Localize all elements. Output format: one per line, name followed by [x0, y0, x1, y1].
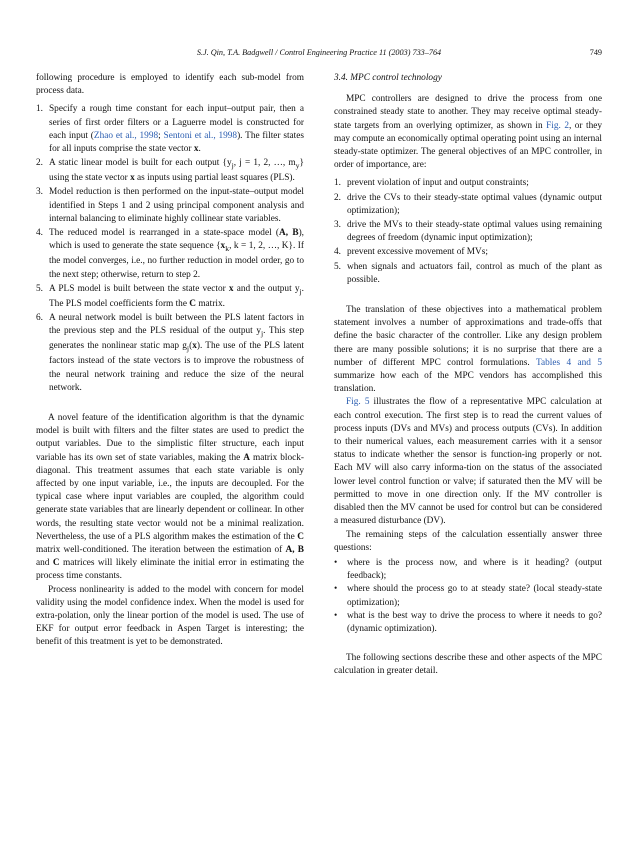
list-item: • where is the process now, and where is it heading? (output feedback); [334, 557, 602, 582]
body-paragraph: Fig. 5 illustrates the flow of a representative MPC calculation at each control execution. The first step is to read the current values of process inputs (DVs and MVs) and process outputs (CVs). In addition to their numerical values, each measurement carries with it a sensor status to indicate whether the sensor is function-ing properly or not. Each MV will also carry informa-tion on the status of the associated lower level control function or valve; if saturated then the MV will be permitted to move in one direction only. If the MV controller is disabled then the MV cannot be used for control but can be considered a measured disturbance (DV). [334, 397, 602, 527]
citation-link[interactable]: Zhao et al., 1998 [93, 130, 159, 141]
right-column [334, 72, 602, 679]
list-item: • what is the best way to drive the process to where it needs to go? (dynamic optimization). [334, 610, 602, 634]
list-item: • where should the process go to at steady state? (local steady-state optimization); [334, 584, 602, 608]
citation-link[interactable]: Sentoni et al., 1998 [163, 130, 238, 141]
list-item: 1. Specify a rough time constant for each input–output pair, then a series of first order filters or a Laguerre model is constructed for each input (Zhao et al., 1998; Sentoni et al., 1998). The filter states for all inputs comprise the state vector x. [36, 104, 304, 155]
intro-text: following procedure is employed to identify each sub-model from process data. [36, 73, 304, 97]
running-head: S.J. Qin, T.A. Badgwell / Control Engineering Practice 11 (2003) 733–764 [196, 48, 442, 57]
figure-link[interactable]: Fig. 2 [546, 120, 569, 131]
bullet-icon: • [334, 557, 338, 568]
list-item: 4. The reduced model is rearranged in a state-space model (A, B), which is used to generate the state sequence {$x_k$, k = 1, 2, …, K}. If the model converges, i.e., no further reduction in model order, go to the next step; otherwise, return to step 2. [36, 228, 304, 280]
list-item: 2. drive the CVs to their steady-state optimal values (dynamic output optimization); [334, 192, 602, 216]
identification-steps-list [36, 103, 304, 395]
body-paragraph: MPC controllers are designed to drive the process from one constrained steady state to another. They may receive optimal steady-state targets from an overlying optimizer, as shown in Fig. 2, or they may compute an economically optimal operating point using an internal steady-state optimizer. The general objectives of an MPC controller, in order of importance, are: [334, 94, 602, 171]
figure-link[interactable]: Fig. 5 [346, 397, 370, 408]
left-column [36, 72, 304, 650]
list-item: 2. A static linear model is built for each output {$y_j$, j = 1, 2, …, $m_y$} using the state vector x as inputs using partial least squares (PLS). [36, 158, 304, 184]
page-header [36, 48, 602, 62]
body-paragraph: The remaining steps of the calculation essentially answer three questions: [334, 529, 602, 553]
body-paragraph: The translation of these objectives into a mathematical problem statement involves a number of approximations and trade-offs that define the basic character of the controller. Like any design problem there are many possible solutions; it is no surprise that there are a number of different MPC control formulations. Tables 4 and 5 summarize how each of the MPC vendors has accomplished this translation. [334, 305, 602, 395]
body-paragraph: Process nonlinearity is added to the model with concern for model validity using the model confidence index. When the model is used for extra-polation, only the linear portion of the model is used. The use of EKF for output error feedback in Aspen Target is interesting; the benefit of this treatment is yet to be demonstrated. [36, 584, 304, 648]
objectives-list [334, 177, 602, 287]
list-item: 1. prevent violation of input and output constraints; [334, 178, 529, 189]
list-item: 3. Model reduction is then performed on the input-state–output model identified in Steps 1 and 2 using principal component analysis and internal balancing to eliminate highly collinear state variables. [36, 187, 304, 224]
table-link[interactable]: Tables 4 and 5 [535, 357, 602, 368]
list-item: 5. when signals and actuators fail, control as much of the plant as possible. [334, 261, 602, 285]
bullet-icon: • [334, 584, 338, 595]
list-item: 5. A PLS model is built between the state vector x and the output $y_j$. The PLS model coefficients form the C matrix. [36, 283, 304, 309]
body-paragraph: The following sections describe these and other aspects of the MPC calculation in greater detail. [334, 653, 602, 677]
list-item: 4. prevent excessive movement of MVs; [334, 247, 488, 258]
questions-list [334, 557, 602, 636]
list-item: 3. drive the MVs to their steady-state optimal values using remaining degrees of freedom (dynamic input optimization); [334, 220, 602, 244]
body-paragraph: A novel feature of the identification algorithm is that the dynamic model is built with filters and the filter states are used to predict the output variables. Due to the simplistic filter structure, each input variable has its own set of state variables, making the A matrix block-diagonal. This treatment assumes that each state variable is only affected by one input variable, i.e., the inputs are decoupled. For the typical case where input variables are coupled, the algorithm could generate state variables that are linearly dependent or collinear. In other words, the resulting state vector would not be a minimal realization. Nevertheless, the use of a PLS algorithm makes the estimation of the C matrix well-conditioned. The iteration between the estimation of A, B and C matrices will likely eliminate the initial error in estimating the process time constants. [36, 412, 305, 582]
bullet-icon: • [334, 610, 338, 621]
list-item: 6. A neural network model is built between the PLS latent factors in the previous step and the PLS residual of the output $y_j$. This step generates the nonlinear static map $g_j(x)$. The use of the PLS latent factors instead of the state vectors is to improve the robustness of the neural network training and reduce the size of the neural network. [36, 313, 304, 393]
page-number: 749 [589, 48, 602, 57]
section-title: 3.4. MPC control technology [334, 73, 442, 83]
